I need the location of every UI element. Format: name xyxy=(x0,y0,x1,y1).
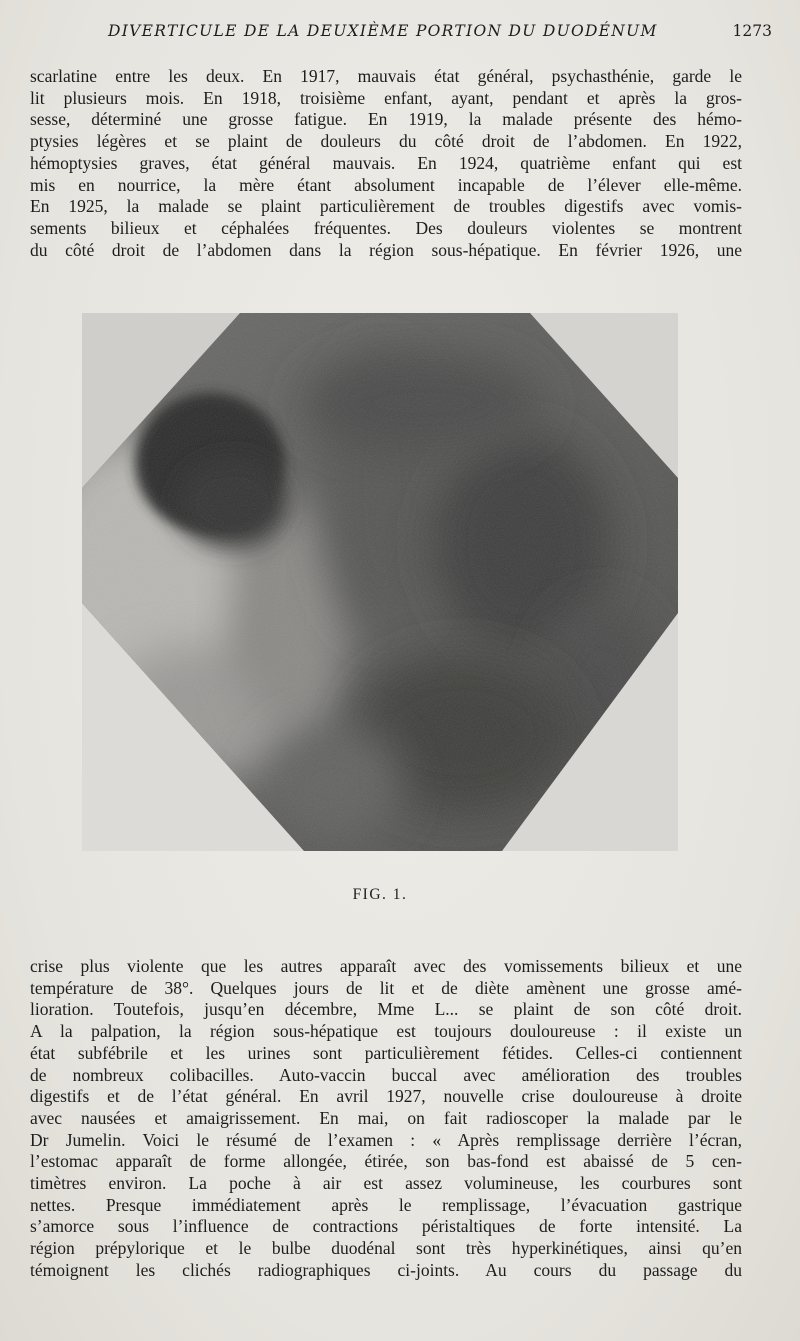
text-line: état subfébrile et les urines sont particulièrement fétides. Celles-ci contiennent xyxy=(30,1042,742,1063)
text-line: En 1925, la malade se plaint particulièrement de troubles digestifs avec vomis- xyxy=(30,196,742,217)
figure-caption: FIG. 1. xyxy=(352,886,408,903)
text-line: timètres environ. La poche à air est assez volumineuse, les courbures sont xyxy=(30,1173,742,1194)
paragraph-bottom xyxy=(30,956,742,1282)
text-line: digestifs et de l’état général. En avril 1927, nouvelle crise douloureuse à droite xyxy=(30,1086,742,1107)
text-line: lit plusieurs mois. En 1918, troisième enfant, ayant, pendant et après la gros- xyxy=(30,87,742,108)
text-line: sements bilieux et céphalées fréquentes. Des douleurs violentes se montrent xyxy=(30,217,742,238)
running-title: DIVERTICULE DE LA DEUXIÈME PORTION DU DUODÉNUM xyxy=(108,22,658,40)
text-line: du côté droit de l’abdomen dans la région sous-hépatique. En février 1926, une xyxy=(30,239,742,260)
text-line: nettes. Presque immédiatement après le remplissage, l’évacuation gastrique xyxy=(30,1194,742,1215)
text-line: scarlatine entre les deux. En 1917, mauvais état général, psychasthénie, garde le xyxy=(30,66,742,86)
text-line: hémoptysies graves, état général mauvais. En 1924, quatrième enfant qui est xyxy=(30,152,742,173)
text-line: l’estomac apparaît de forme allongée, étirée, son bas-fond est abaissé de 5 cen- xyxy=(30,1151,742,1172)
page-number: 1273 xyxy=(732,22,772,40)
running-head xyxy=(30,22,772,46)
text-line: avec nausées et amaigrissement. En mai, on fait radioscoper la malade par le xyxy=(30,1107,742,1128)
text-line: température de 38°. Quelques jours de lit et de diète amènent une grosse amé- xyxy=(30,977,742,998)
text-line: région prépylorique et le bulbe duodénal sont très hyperkinétiques, ainsi qu’en xyxy=(30,1238,742,1259)
text-line: A la palpation, la région sous-hépatique est toujours douloureuse : il existe un xyxy=(30,1021,742,1042)
text-line: témoignent les clichés radiographiques ci-joints. Au cours du passage du xyxy=(30,1259,742,1280)
text-line: de nombreux colibacilles. Auto-vaccin buccal avec amélioration des troubles xyxy=(30,1064,742,1085)
text-line: s’amorce sous l’influence de contractions péristaltiques de forte intensité. La xyxy=(30,1216,742,1237)
radiograph-image xyxy=(82,313,678,851)
paragraph-top xyxy=(30,66,742,261)
text-line: ptysies légères et se plaint de douleurs du côté droit de l’abdomen. En 1922, xyxy=(30,131,742,152)
text-line: lioration. Toutefois, jusqu’en décembre, Mme L... se plaint de son côté droit. xyxy=(30,999,742,1020)
text-line: mis en nourrice, la mère étant absolument incapable de l’élever elle-même. xyxy=(30,174,742,195)
text-line: crise plus violente que les autres apparaît avec des vomissements bilieux et une xyxy=(30,956,742,976)
radiograph-figure xyxy=(82,313,678,851)
text-line: Dr Jumelin. Voici le résumé de l’examen : « Après remplissage derrière l’écran, xyxy=(30,1129,742,1150)
text-line: sesse, déterminé une grosse fatigue. En 1919, la malade présente des hémo- xyxy=(30,109,742,130)
